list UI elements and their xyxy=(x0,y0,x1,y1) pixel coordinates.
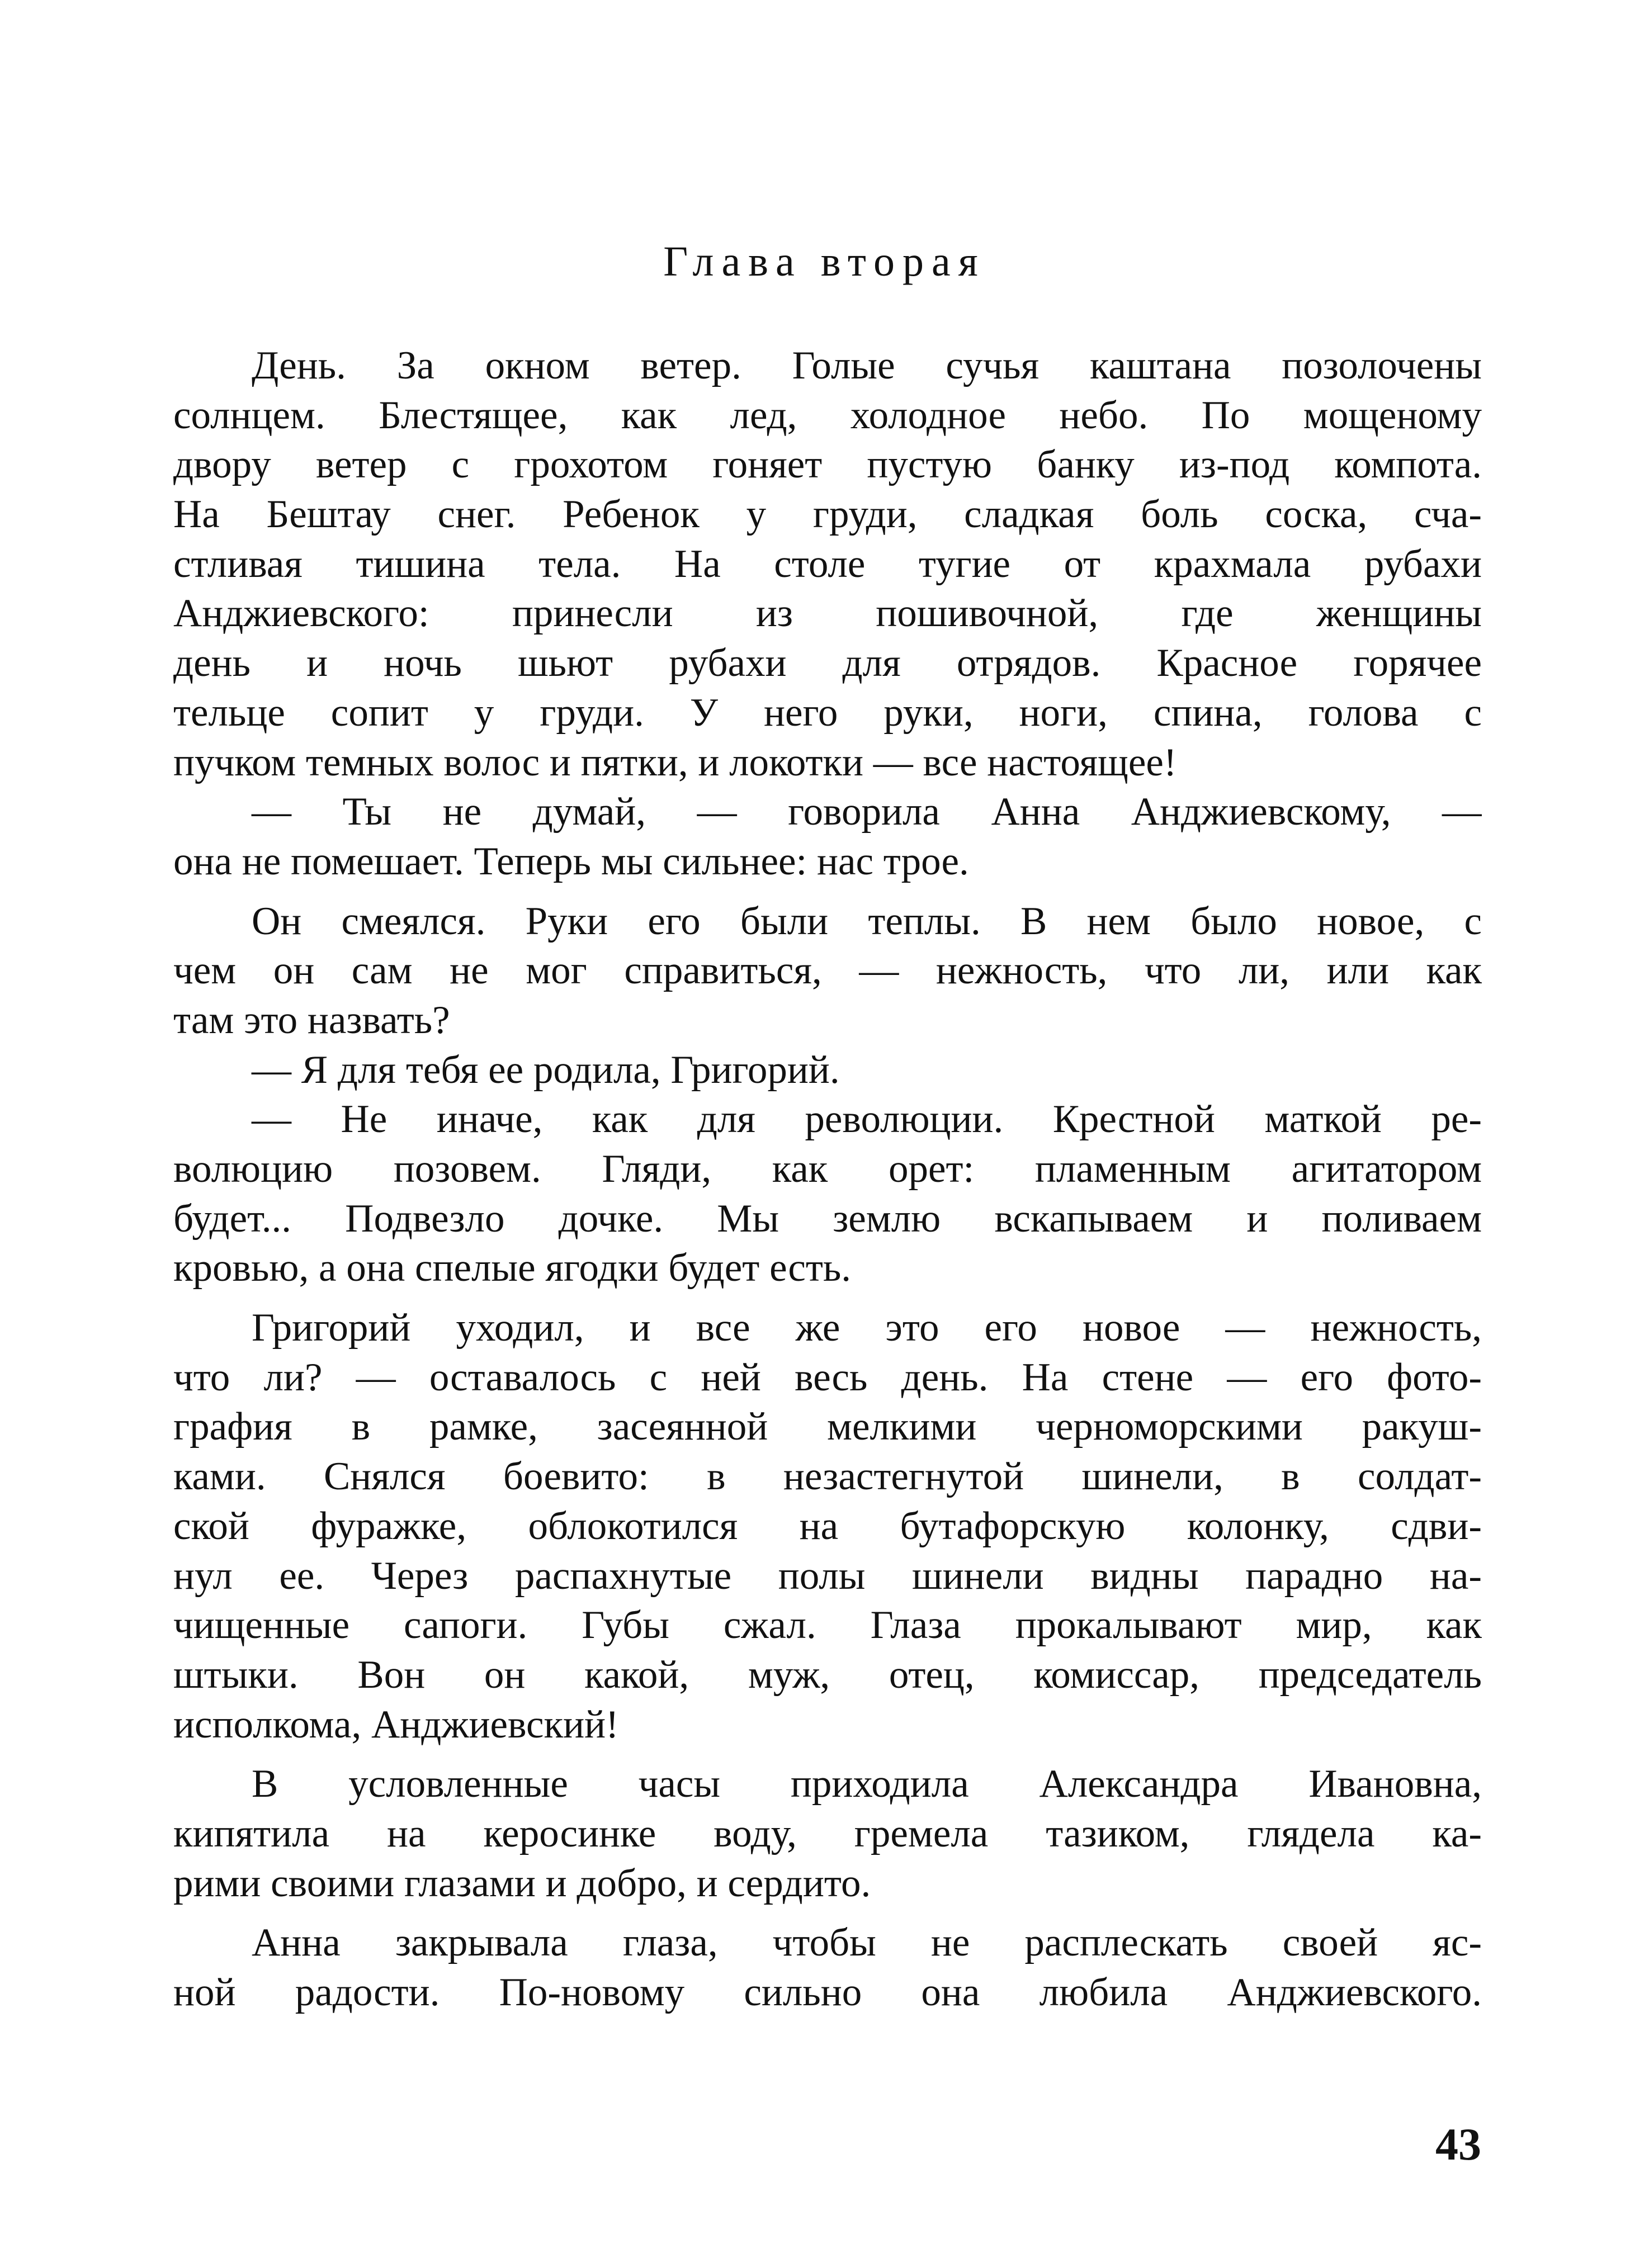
text-line: Анджиевского: принесли из пошивочной, где женщины xyxy=(173,591,1482,636)
text-line: Он смеялся. Руки его были теплы. В нем было новое, с xyxy=(252,899,1482,943)
text-line: штыки. Вон он какой, муж, отец, комиссар, председатель xyxy=(173,1653,1482,1697)
text-line: На Бештау снег. Ребенок у груди, сладкая боль соска, сча- xyxy=(173,493,1482,537)
text-line: пучком темных волос и пятки, и локотки — все настоящее! xyxy=(173,740,1177,784)
text-line: волюцию позовем. Гляди, как орет: пламенным агитатором xyxy=(173,1147,1482,1191)
text-line: — Я для тебя ее родила, Григорий. xyxy=(252,1048,840,1092)
text-line: — Ты не думай, — говорила Анна Анджиевскому, — xyxy=(252,790,1482,834)
text-line: будет... Подвезло дочке. Мы землю вскапываем и поливаем xyxy=(173,1196,1482,1240)
chapter-title: Глава вторая xyxy=(663,238,986,285)
text-line: чищенные сапоги. Губы сжал. Глаза прокалывают мир, как xyxy=(173,1603,1482,1647)
text-line: ской фуражке, облокотился на бутафорскую колонку, сдви- xyxy=(173,1504,1482,1548)
text-line: нул ее. Через распахнутые полы шинели видны парадно на- xyxy=(173,1554,1482,1598)
text-line: кипятила на керосинке воду, гремела тазиком, глядела ка- xyxy=(173,1811,1482,1855)
text-line: двору ветер с грохотом гоняет пустую банку из-под компота. xyxy=(173,443,1482,487)
text-line: В условленные часы приходила Александра Ивановна, xyxy=(252,1762,1482,1806)
text-line: исполкома, Анджиевский! xyxy=(173,1702,619,1746)
text-line: — Не иначе, как для революции. Крестной маткой ре- xyxy=(252,1097,1482,1142)
text-line: ной радости. По-новому сильно она любила Анджиевского. xyxy=(173,1971,1482,2014)
text-line: кровью, а она спелые ягодки будет есть. xyxy=(173,1246,852,1290)
text-line: солнцем. Блестящее, как лед, холодное небо. По мощеному xyxy=(173,393,1482,437)
text-line: Анна закрывала глаза, чтобы не расплескать своей яс- xyxy=(252,1921,1482,1965)
text-body xyxy=(173,341,1482,2018)
text-line: день и ночь шьют рубахи для отрядов. Красное горячее xyxy=(173,641,1482,685)
text-line: День. За окном ветер. Голые сучья каштана позолочены xyxy=(252,344,1482,387)
text-line: она не помешает. Теперь мы сильнее: нас трое. xyxy=(173,839,969,883)
page-number: 43 xyxy=(1435,2119,1481,2170)
text-line: что ли? — оставалось с ней весь день. На стене — его фото- xyxy=(173,1355,1482,1399)
text-line: рими своими глазами и добро, и сердито. xyxy=(173,1861,871,1905)
text-line: Григорий уходил, и все же это его новое — нежность, xyxy=(252,1306,1482,1350)
text-line: чем он сам не мог справиться, — нежность, что ли, или как xyxy=(173,949,1482,993)
text-line: графия в рамке, засеянной мелкими черноморскими ракуш- xyxy=(173,1405,1482,1449)
text-line: там это назвать? xyxy=(173,998,450,1042)
text-line: тельце сопит у груди. У него руки, ноги, спина, голова с xyxy=(173,690,1482,735)
text-line: стливая тишина тела. На столе тугие от крахмала рубахи xyxy=(173,542,1482,586)
text-line: ками. Снялся боевито: в незастегнутой шинели, в солдат- xyxy=(173,1455,1482,1499)
